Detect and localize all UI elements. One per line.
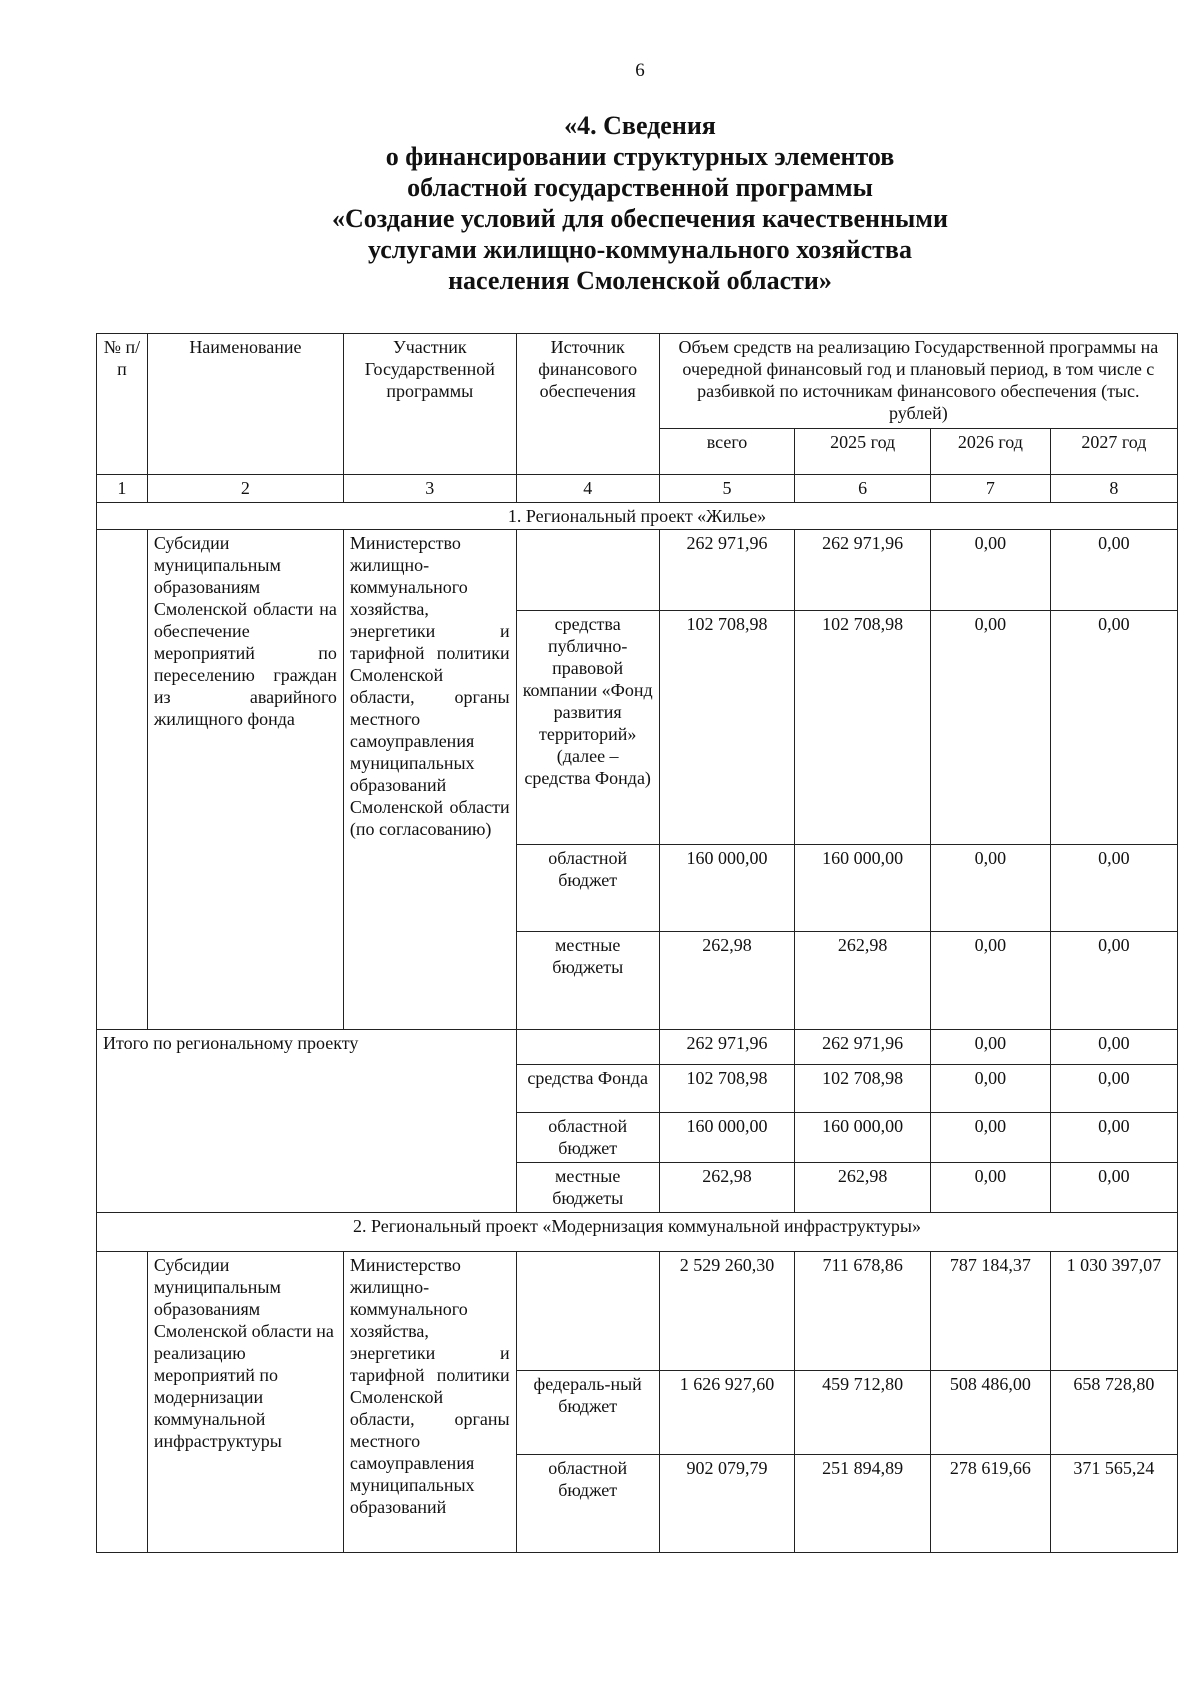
value-2025: 262 971,96 [795,1030,931,1065]
value-2027: 0,00 [1050,931,1177,1030]
value-2027: 0,00 [1050,610,1177,845]
value-2026: 787 184,37 [931,1251,1051,1370]
title-line: населения Смоленской области» [448,266,832,295]
value-2026: 0,00 [931,1064,1051,1112]
title-line: «Создание условий для обеспечения качественными [332,204,948,233]
participant: Министерство жилищно-коммунального хозяйства, энергетики и тарифной политики Смоленской области, органы местного самоуправления муниципальных образований Смоленской области (по согласованию) [343,530,516,1030]
source: средства публично-правовой компании «Фонд развития территорий» (далее – средства Фонда) [516,610,659,845]
value-total: 262,98 [659,931,795,1030]
value-total: 902 079,79 [659,1455,795,1553]
header-num: № п/п [97,334,148,475]
value-2026: 508 486,00 [931,1370,1051,1454]
row-number [97,530,148,1030]
value-2025: 160 000,00 [795,845,931,931]
value-2025: 251 894,89 [795,1455,931,1553]
source: областной бюджет [516,1112,659,1162]
value-total: 2 529 260,30 [659,1251,795,1370]
value-2025: 102 708,98 [795,610,931,845]
column-number: 2 [147,475,343,502]
value-2026: 0,00 [931,1162,1051,1213]
header-total: всего [659,428,795,475]
measure-name: Субсидии муниципальным образованиям Смоленской области на реализацию мероприятий по модернизации коммунальной инфраструктуры [147,1251,343,1552]
source: федераль-ный бюджет [516,1370,659,1454]
document-title [200,110,1080,296]
table-row [97,1030,1178,1065]
value-2027: 0,00 [1050,1112,1177,1162]
source: местные бюджеты [516,931,659,1030]
source: областной бюджет [516,1455,659,1553]
value-2026: 0,00 [931,1112,1051,1162]
measure-name: Субсидии муниципальным образованиям Смоленской области на обеспечение мероприятий по переселению граждан из аварийного жилищного фонда [147,530,343,1030]
value-2025: 459 712,80 [795,1370,931,1454]
table-row [97,530,1178,610]
value-2027: 0,00 [1050,530,1177,610]
value-2026: 0,00 [931,610,1051,845]
value-2027: 0,00 [1050,1030,1177,1065]
value-2025: 102 708,98 [795,1064,931,1112]
value-2025: 262 971,96 [795,530,931,610]
source: областной бюджет [516,845,659,931]
value-2025: 160 000,00 [795,1112,931,1162]
value-total: 262 971,96 [659,530,795,610]
header-volume: Объем средств на реализацию Государственной программы на очередной финансовый год и плановый период, в том числе с разбивкой по источникам финансового обеспечения (тыс. рублей) [659,334,1177,429]
header-source: Источник финансового обеспечения [516,334,659,475]
value-total: 262,98 [659,1162,795,1213]
total-label: Итого по региональному проекту [97,1030,517,1213]
financing-table [96,333,1178,1553]
title-line: о финансировании структурных элементов [385,142,895,171]
title-line: областной государственной программы [407,173,873,202]
header-row [97,334,1178,429]
value-2027: 0,00 [1050,845,1177,931]
section-1-title: 1. Региональный проект «Жилье» [97,502,1178,529]
value-2027: 0,00 [1050,1064,1177,1112]
value-2025: 262,98 [795,931,931,1030]
row-number [97,1251,148,1552]
column-number: 6 [795,475,931,502]
header-year-2027: 2027 год [1050,428,1177,475]
value-2027: 1 030 397,07 [1050,1251,1177,1370]
header-year-2025: 2025 год [795,428,931,475]
value-2026: 278 619,66 [931,1455,1051,1553]
column-number: 1 [97,475,148,502]
source: местные бюджеты [516,1162,659,1213]
column-number: 3 [343,475,516,502]
value-2026: 0,00 [931,530,1051,610]
header-name: Наименование [147,334,343,475]
section-title-row [97,502,1178,529]
page-number: 6 [635,60,645,81]
section-title-row [97,1213,1178,1252]
header-participant: Участник Государственной программы [343,334,516,475]
column-number: 8 [1050,475,1177,502]
source [516,1030,659,1065]
column-number: 7 [931,475,1051,502]
column-number: 5 [659,475,795,502]
value-2026: 0,00 [931,845,1051,931]
source [516,1251,659,1370]
title-line: услугами жилищно-коммунального хозяйства [368,235,912,264]
value-2025: 711 678,86 [795,1251,931,1370]
value-total: 160 000,00 [659,1112,795,1162]
value-total: 262 971,96 [659,1030,795,1065]
header-year-2026: 2026 год [931,428,1051,475]
title-line: «4. Сведения [564,111,716,140]
value-total: 102 708,98 [659,1064,795,1112]
value-2026: 0,00 [931,931,1051,1030]
value-2027: 658 728,80 [1050,1370,1177,1454]
value-total: 1 626 927,60 [659,1370,795,1454]
value-2025: 262,98 [795,1162,931,1213]
table-row [97,1251,1178,1370]
column-number-row [97,475,1178,502]
value-total: 160 000,00 [659,845,795,931]
value-2027: 371 565,24 [1050,1455,1177,1553]
value-total: 102 708,98 [659,610,795,845]
participant: Министерство жилищно-коммунального хозяйства, энергетики и тарифной политики Смоленской области, органы местного самоуправления муниципальных образований [343,1251,516,1552]
section-2-title: 2. Региональный проект «Модернизация коммунальной инфраструктуры» [97,1213,1178,1252]
source: средства Фонда [516,1064,659,1112]
value-2026: 0,00 [931,1030,1051,1065]
value-2027: 0,00 [1050,1162,1177,1213]
column-number: 4 [516,475,659,502]
source [516,530,659,610]
